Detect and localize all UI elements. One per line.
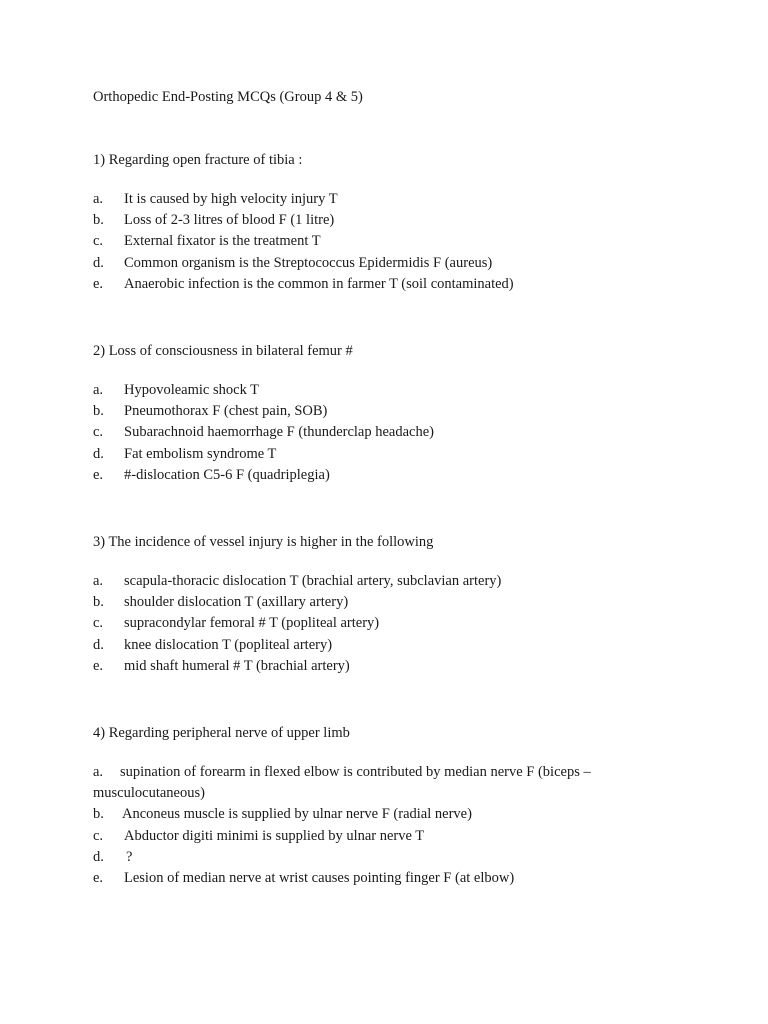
option-letter: d. [93,254,104,271]
option-letter: c. [93,233,104,250]
option-text: Lesion of median nerve at wrist causes pointing finger F (at elbow) [124,869,515,886]
question-2 [93,343,653,486]
option-item [93,189,653,210]
option-letter: b. [93,212,104,229]
option-letter: a. [93,573,104,589]
option-text: Anaerobic infection is the common in farmer T (soil contaminated) [124,275,514,292]
option-list [93,762,653,889]
option-item [93,826,653,847]
option-text: External fixator is the treatment T [124,233,321,250]
option-letter: e. [93,869,104,886]
option-text: Abductor digiti minimi is supplied by ulnar nerve T [124,827,425,844]
option-letter: a. [93,382,104,398]
option-item [93,444,653,465]
option-letter: b. [93,403,104,420]
option-letter: e. [93,466,104,483]
option-item [93,231,653,252]
option-list [93,571,653,677]
option-text: Pneumothorax F (chest pain, SOB) [124,403,328,420]
option-text: Anconeus muscle is supplied by ulnar nerve F (radial nerve) [122,806,472,823]
option-text: #-dislocation C5-6 F (quadriplegia) [124,466,330,483]
option-item [93,804,653,825]
option-text: knee dislocation T (popliteal artery) [124,636,333,653]
option-letter: b. [93,594,104,611]
option-text: ? [126,848,133,865]
option-item [93,253,653,274]
option-item [93,847,653,868]
option-text: shoulder dislocation T (axillary artery) [124,594,349,611]
option-letter: d. [93,445,104,462]
option-item [93,635,653,656]
question-stem: 1) Regarding open fracture of tibia : [93,152,303,168]
question-1 [93,152,653,295]
option-letter: a. [93,191,104,207]
question-3 [93,534,653,677]
question-stem: 4) Regarding peripheral nerve of upper limb [93,725,350,741]
option-letter: d. [93,636,104,653]
option-item [93,465,653,486]
option-text: Subarachnoid haemorrhage F (thunderclap headache) [124,424,435,441]
option-item [93,592,653,613]
option-item [93,571,653,592]
option-text: supination of forearm in flexed elbow is contributed by median nerve F (biceps – musculocutaneous) [93,764,591,802]
option-item [93,401,653,422]
option-item [93,380,653,401]
question-stem: 2) Loss of consciousness in bilateral femur # [93,343,353,359]
option-item [93,613,653,634]
document-title: Orthopedic End-Posting MCQs (Group 4 & 5) [93,89,363,105]
option-letter: c. [93,827,104,844]
option-list [93,189,653,295]
option-text: Fat embolism syndrome T [124,445,277,462]
question-stem: 3) The incidence of vessel injury is higher in the following [93,534,434,550]
option-item [93,422,653,443]
option-item [93,656,653,677]
option-list [93,380,653,486]
option-item [93,210,653,231]
option-letter: a. [93,764,104,780]
option-letter: e. [93,275,104,292]
option-letter: b. [93,806,104,823]
option-item [93,274,653,295]
option-text: Common organism is the Streptococcus Epidermidis F (aureus) [124,254,493,271]
option-text: supracondylar femoral # T (popliteal artery) [124,615,380,632]
option-letter: c. [93,615,104,632]
option-text: Loss of 2-3 litres of blood F (1 litre) [124,212,335,229]
option-item [93,868,653,889]
option-item [93,762,643,804]
option-text: Hypovoleamic shock T [124,382,260,398]
option-letter: d. [93,848,104,865]
option-letter: e. [93,657,104,674]
question-4 [93,725,653,889]
option-letter: c. [93,424,104,441]
option-text: scapula-thoracic dislocation T (brachial artery, subclavian artery) [124,573,502,589]
option-text: It is caused by high velocity injury T [124,191,338,207]
option-text: mid shaft humeral # T (brachial artery) [124,657,350,674]
